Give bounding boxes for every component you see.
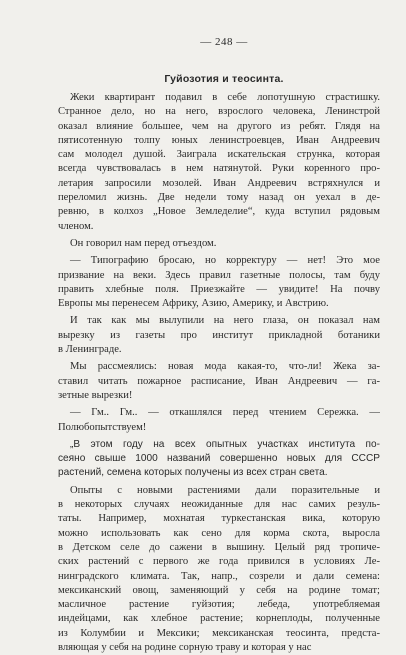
text-line: нинградского климата. Так, напр., созрели и дали семена: — [58, 570, 380, 582]
text-line: вляющая у себя на родине сорную траву и которая у нас — [58, 641, 312, 653]
paragraph-p1 — [58, 91, 380, 234]
chapter-heading: Гуйозотия и теосинта. — [164, 73, 284, 85]
text-line: членом. — [58, 220, 94, 232]
text-line: в некоторых случаях неожиданные для нас самих резуль- — [58, 499, 380, 511]
paragraph-p5 — [58, 360, 380, 403]
text-line: сам молодел душой. Заиграла искательская струнка, которая — [58, 149, 380, 161]
text-line: сеяно свыше 1000 названий совершенно новых для СССР — [58, 453, 380, 465]
text-line: летария запросили мозолей. Иван Андреевич встряхнулся и — [58, 177, 380, 189]
text-line: Странное дело, но на него, взрослого человека, Ленинстрой — [58, 106, 380, 118]
text-line: масличное растение гуйзотия; лебеда, употребляемая — [58, 599, 380, 611]
text-line: И так как мы вылупили на него глаза, он показал нам — [70, 315, 380, 327]
text-line: растений, семена которых получены из всех стран света. — [58, 467, 328, 479]
text-line: ставил читать пожарное расписание, Иван Андреевич — га- — [58, 375, 380, 387]
text-line: переломил жизнь. Две недели тому назад он уехал в де- — [58, 192, 380, 204]
text-line: призвание на веки. Здесь правил газетные полосы, там буду — [58, 269, 380, 281]
paragraph-p3 — [58, 254, 380, 311]
paragraph-p8 — [58, 484, 380, 655]
text-line: Мы рассмеялись: новая мода какая-то, что-ли! Жека за- — [70, 361, 380, 373]
paragraph-p6 — [58, 406, 380, 435]
text-line: Он говорил нам перед отъездом. — [70, 237, 217, 249]
text-line: — Гм.. Гм.. — откашлялся перед чтением Сережка. — — [70, 407, 380, 419]
text-line: в Детском селе до сажени в вышину. Целый ряд тропиче- — [58, 541, 380, 553]
text-line: Полюбопытствуем! — [58, 421, 147, 433]
text-line: Жеки квартирант подавил в себе лопотушную страстишку. — [70, 92, 380, 103]
text-line: таты. Например, мохнатая туркестанская вика, которую — [58, 513, 380, 525]
book-page — [58, 34, 380, 653]
paragraph-p4 — [58, 314, 380, 357]
text-line: Опыты с новыми растениями дали поразительные и — [70, 484, 380, 496]
text-line: в Ленинграде. — [58, 344, 122, 356]
text-line: вырезку из газеты про институт прикладной ботаники — [58, 329, 380, 341]
text-line: всегда чувствовалась в нем натянутой. Руки коренного про- — [58, 163, 380, 175]
text-line: править хлебные поля. Приезжайте — увидите! На почву — [58, 283, 380, 295]
paragraph-p2 — [58, 237, 380, 251]
text-line: „В этом году на всех опытных участках института по- — [70, 438, 380, 450]
text-line: ревню, в колхоз „Новое Земледелие“, куда вступил рядовым — [58, 206, 380, 218]
text-line: из Колумбии и Мексики; мексиканская теосинта, предста- — [58, 627, 380, 639]
text-line: можно использовать как сено для корма скота, выросла — [58, 527, 380, 539]
text-line: оказал влияние большее, чем на другого из ребят. Глядя на — [58, 120, 380, 132]
text-line: мексиканский овощ, заменяющий у себя на родине томат; — [58, 584, 380, 596]
text-line: ских растений с первого же года привился в условиях Ле- — [58, 556, 380, 568]
paragraph-p7 — [58, 438, 380, 481]
text-line: — Типографию бросаю, но корректуру — нет! Это мое — [70, 255, 380, 267]
page-number: — 248 — — [200, 36, 248, 48]
text-line: Европы мы перенесем Африку, Азию, Америку, и Австрию. — [58, 298, 329, 310]
body-text — [58, 91, 380, 655]
text-line: индейцами, как хлебное растение; корнеплоды, полученные — [58, 613, 380, 625]
text-line: зетные вырезки! — [58, 389, 133, 401]
text-line: пятисотенную толпу юных ленинстроевцев, Иван Андреевич — [58, 134, 380, 146]
